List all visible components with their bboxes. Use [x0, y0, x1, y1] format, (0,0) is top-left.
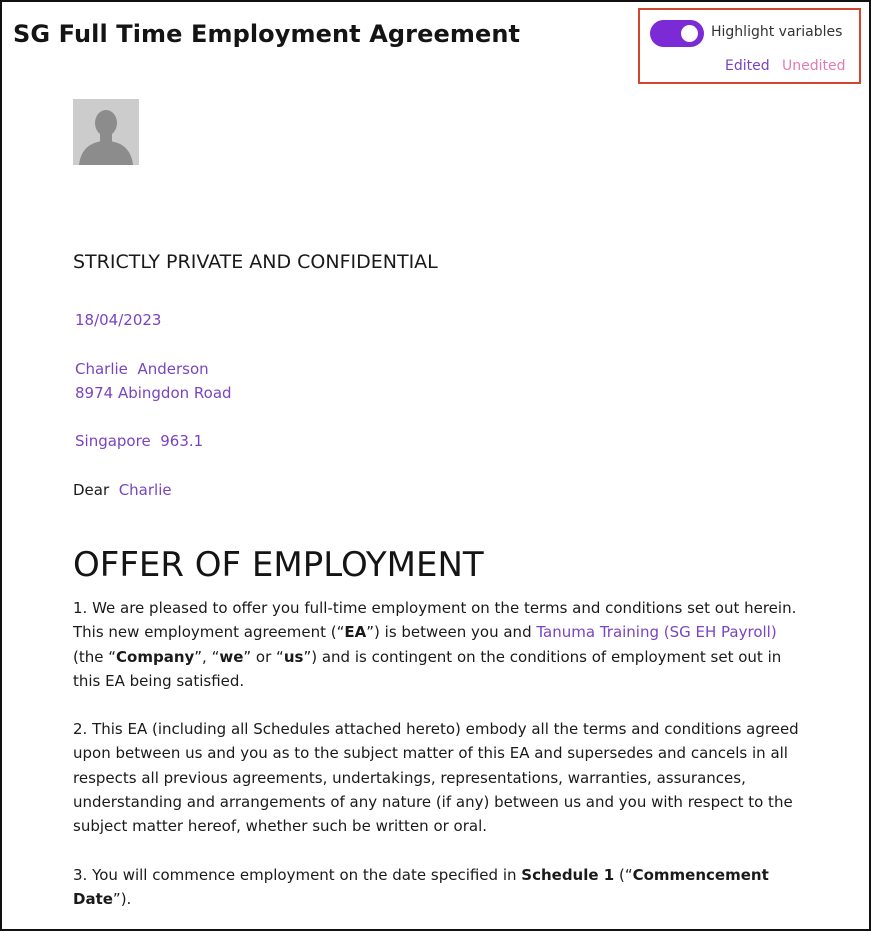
legend-unedited: Unedited — [782, 58, 846, 74]
p1-text-c: (the “ — [73, 647, 117, 666]
recipient-last-name: Anderson — [137, 360, 209, 378]
legend-edited: Edited — [725, 58, 770, 74]
p3-text-b: (“ — [614, 866, 633, 884]
p1-text-d: ”, “ — [194, 647, 220, 666]
recipient-name — [75, 360, 209, 378]
p1-we-term: we — [219, 647, 244, 666]
p1-text-f: ”) and is contingent on the conditions of employment set out in this EA being satisfied. — [73, 647, 782, 690]
recipient-country-line — [75, 432, 203, 450]
page-title: SG Full Time Employment Agreement — [13, 20, 521, 48]
letter-date: 18/04/2023 — [75, 311, 162, 329]
highlight-variables-label: Highlight variables — [711, 24, 843, 40]
offer-heading: OFFER OF EMPLOYMENT — [73, 545, 484, 585]
p1-us-term: us — [283, 647, 304, 666]
recipient-country: Singapore — [75, 432, 151, 450]
salutation-line — [73, 481, 172, 499]
highlight-variables-toggle[interactable] — [650, 20, 704, 47]
salutation: Dear — [73, 481, 110, 499]
p1-text-b: ”) is between you and — [366, 623, 537, 642]
person-silhouette-icon — [73, 99, 139, 165]
avatar-placeholder — [73, 99, 139, 165]
p3-schedule-term: Schedule 1 — [521, 866, 615, 884]
recipient-first-name: Charlie — [75, 360, 128, 378]
paragraph-2: 2. This EA (including all Schedules attached hereto) embody all the terms and conditions agreed upon between us and you as to the subject matter of this EA and supersedes and cancels in all respects all previous agreements, undertakings, representations, warranties, assurances, understanding and arrangements of any nature (if any) between us and you with respect to the subject matter hereof, whether such be written or oral. — [73, 720, 799, 836]
p3-text-a: 3. You will commence employment on the date specified in — [73, 866, 522, 884]
recipient-address: 8974 Abingdon Road — [75, 384, 232, 402]
salutation-name: Charlie — [118, 481, 172, 499]
paragraph-1 — [73, 596, 808, 693]
company-name-variable: Tanuma Training (SG EH Payroll) — [536, 623, 777, 642]
p3-commencement-term: Commencement Date — [73, 866, 769, 909]
paragraph-3 — [73, 863, 808, 912]
p1-ea-term: EA — [344, 623, 367, 642]
recipient-postcode: 963.1 — [160, 432, 204, 450]
toggle-knob — [681, 25, 698, 42]
p1-text-a: 1. We are pleased to offer you full-time employment on the terms and conditions set out herein. This new employment agreement (“ — [73, 599, 797, 642]
p3-text-c: ”). — [112, 890, 132, 909]
highlight-variables-panel — [638, 8, 861, 84]
p1-text-e: ” or “ — [243, 647, 284, 666]
confidential-notice: STRICTLY PRIVATE AND CONFIDENTIAL — [73, 251, 438, 273]
p1-company-term: Company — [116, 647, 195, 666]
